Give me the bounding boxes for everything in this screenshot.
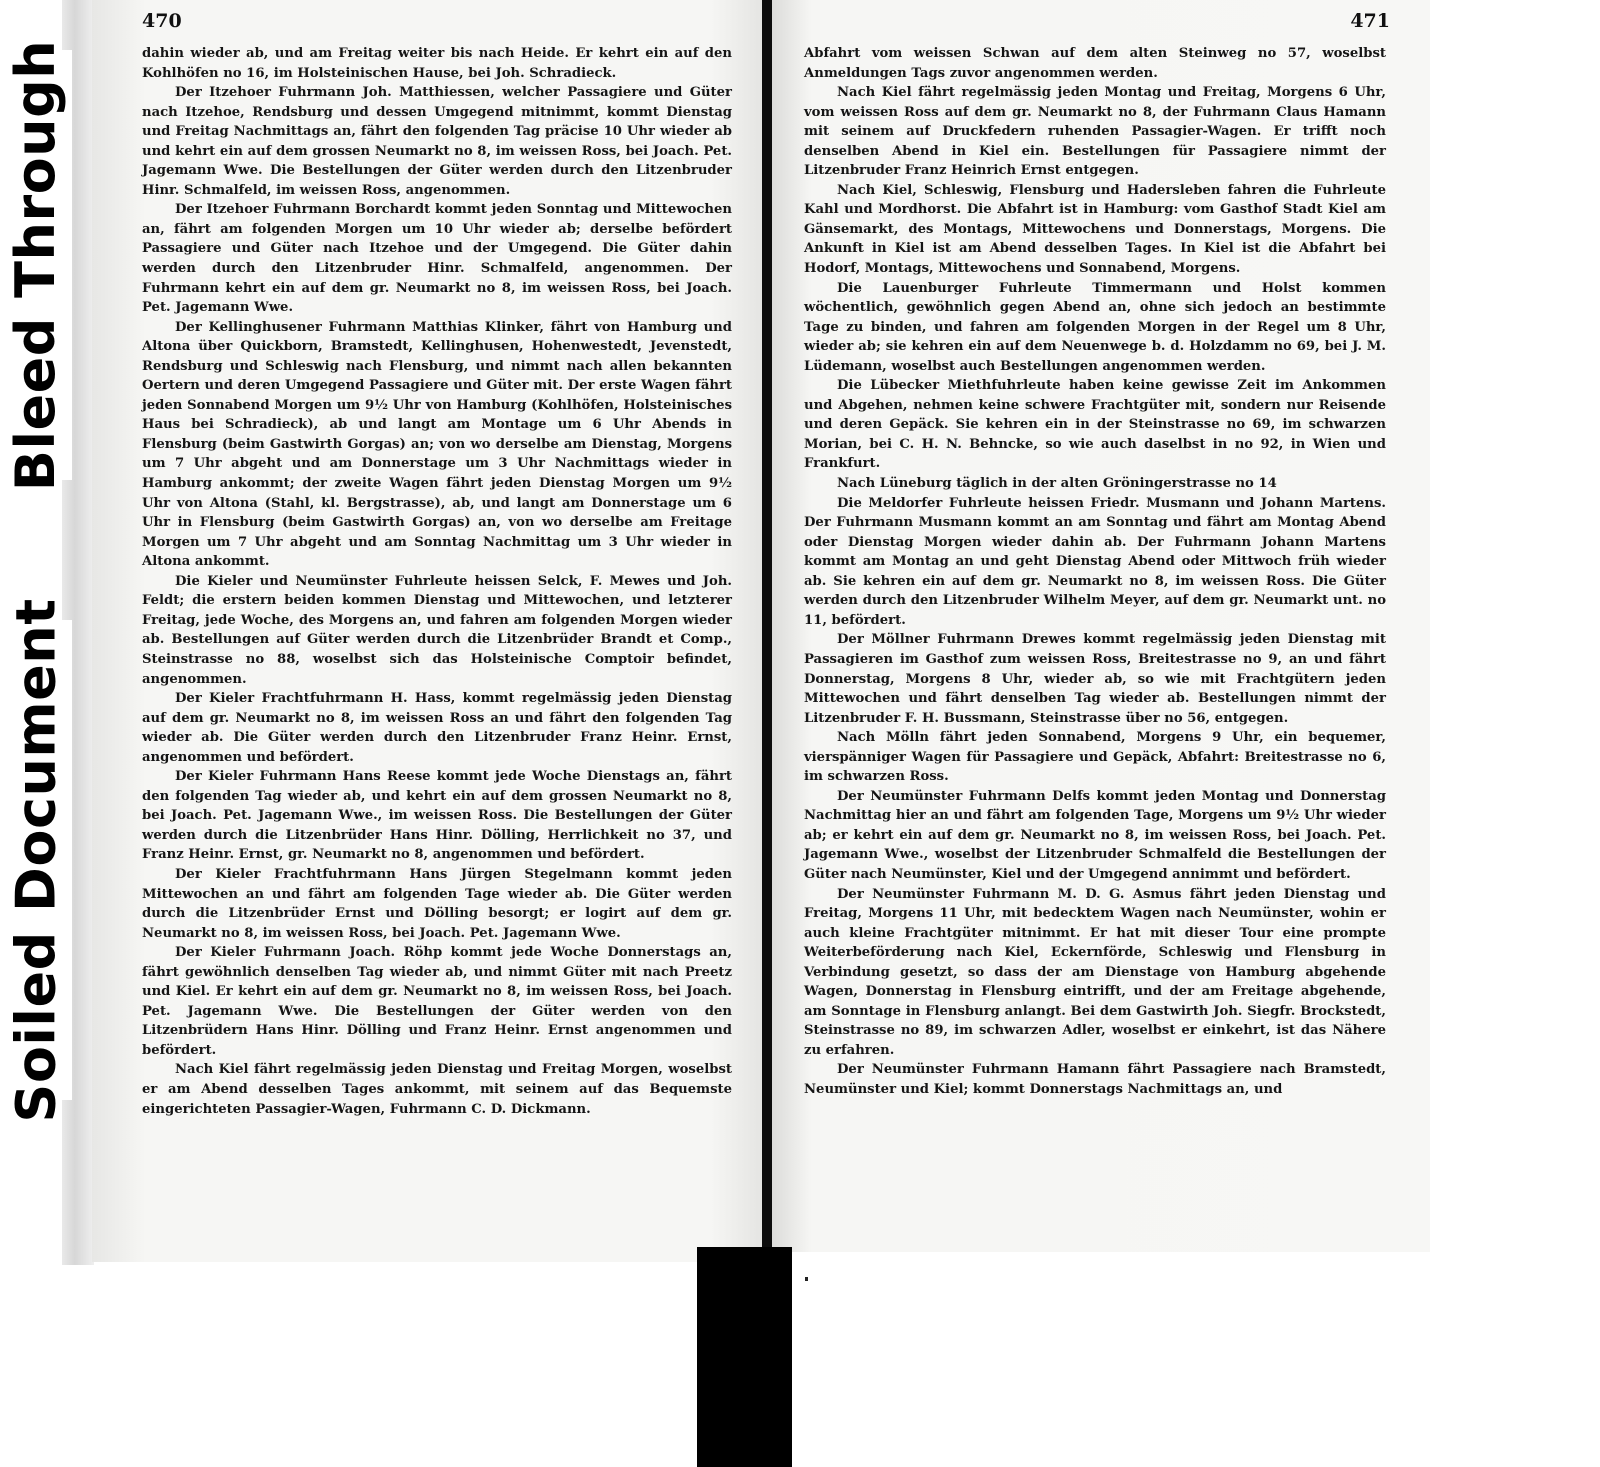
- bleed-through-text: Bleed Through: [4, 39, 68, 491]
- paragraph: Der Kieler Fuhrmann Joach. Röhp kommt jede Woche Donnerstags an, fährt gewöhnlich denselben Tag wieder ab, und nimmt Güter mit nach Preetz und Kiel. Er kehrt ein auf dem gr. Neumarkt no 8, im weissen Ross, bei Joach. Pet. Jagemann Wwe. Die Bestellungen der Güter werden von den Litzenbrüdern Hans Hinr. Dölling und Franz Heinr. Ernst angenommen und befördert.: [142, 945, 732, 1058]
- left-page-number: 470: [142, 10, 182, 32]
- paragraph: Die Kieler und Neumünster Fuhrleute heissen Selck, F. Mewes und Joh. Feldt; die erstern beiden kommen Dienstag und Mittewochen, und letzterer Freitag, jede Woche, des Morgens an, und fahren am folgenden Morgen wieder ab. Bestellungen auf Güter werden durch die Litzenbrüder Brandt et Comp., Steinstrasse no 88, woselbst sich das Holsteinische Comptoir befindet, angenommen.: [142, 573, 732, 687]
- paragraph: Nach Kiel fährt regelmässig jeden Dienstag und Freitag Morgen, woselbst er am Abend desselben Tages ankommt, mit seinem auf das Bequemste eingerichteten Passagier-Wagen, Fuhrmann C. D. Dickmann.: [142, 1062, 732, 1117]
- paragraph: Die Lübecker Miethfuhrleute haben keine gewisse Zeit im Ankommen und Abgehen, nehmen keine schwere Frachtgüter mit, sondern nur Reisende und deren Gepäck. Sie kehren ein in der Steinstrasse no 69, im schwarzen Morian, bei C. H. N. Behncke, so wie auch daselbst in no 92, in Wien und Frankfurt.: [804, 378, 1386, 472]
- soiled-document-text: Soiled Document: [4, 597, 68, 1123]
- paragraph: Die Lauenburger Fuhrleute Timmermann und Holst kommen wöchentlich, gewöhnlich gegen Abend an, ohne sich jedoch an bestimmte Tage zu binden, und fahren am folgenden Morgen in der Regel um 8 Uhr, wieder ab; sie kehren ein auf dem Neuenwege b. d. Holzdamm no 69, bei J. M. Lüdemann, woselbst auch Bestellungen angenommen werden.: [804, 280, 1386, 374]
- paragraph: Die Meldorfer Fuhrleute heissen Friedr. Musmann und Johann Martens. Der Fuhrmann Musmann kommt an am Sonntag und fährt am Montag Abend oder Dienstag Morgen wieder dahin ab. Der Fuhrmann Johann Martens kommt am Montag an und geht Dienstag Abend oder Mittwoch früh wieder ab. Sie kehren ein auf dem gr. Neumarkt no 8, im weissen Ross. Die Güter werden durch den Litzenbruder Wilhelm Meyer, auf dem gr. Neumarkt unt. no 11, befördert.: [804, 495, 1386, 628]
- paragraph: Der Kieler Frachtfuhrmann Hans Jürgen Stegelmann kommt jeden Mittewochen an und fährt am folgenden Tage wieder ab. Die Güter werden durch die Litzenbrüder Ernst und Dölling besorgt; er logirt auf dem gr. Neumarkt no 8, im weissen Ross, bei Joach. Pet. Jagemann Wwe.: [142, 866, 732, 941]
- paragraph: Der Kieler Frachtfuhrmann H. Hass, kommt regelmässig jeden Dienstag auf dem gr. Neumarkt no 8, im weissen Ross an und fährt den folgenden Tag wieder ab. Die Güter werden durch den Litzenbruder Franz Heinr. Ernst, angenommen und befördert.: [142, 691, 732, 765]
- paragraph: Abfahrt vom weissen Schwan auf dem alten Steinweg no 57, woselbst Anmeldungen Tags zuvor angenommen werden.: [804, 46, 1386, 81]
- paragraph: dahin wieder ab, und am Freitag weiter bis nach Heide. Er kehrt ein auf den Kohlhöfen no 16, im Holsteinischen Hause, bei Joh. Schradieck.: [142, 46, 732, 81]
- soiled-document-label: [0, 597, 72, 1123]
- paragraph: Der Kellinghusener Fuhrmann Matthias Klinker, fährt von Hamburg und Altona über Quickborn, Bramstedt, Kellinghusen, Hohenwestedt, Jevenstedt, Rendsburg und Schleswig nach Flensburg, und nimmt nach allen bekannten Oertern und deren Umgegend Passagiere und Güter mit. Der erste Wagen fährt jeden Sonnabend Morgen um 9½ Uhr von Hamburg (Kohlhöfen, Holsteinisches Haus bei Schradieck), ab und langt am Montage um 6 Uhr Abends in Flensburg (beim Gastwirth Gorgas) an; von wo derselbe am Dienstag, Morgens um 7 Uhr abgeht und am Donnerstage um 3 Uhr Nachmittags wieder in Hamburg ankommt; der zweite Wagen fährt jeden Dienstag Morgen um 9½ Uhr von Altona (Stahl, kl. Bergstrasse), ab, und langt am Donnerstage um 6 Uhr in Flensburg (beim Gastwirth Gorgas) an, von wo derselbe am Freitage Morgen um 7 Uhr abgeht und am Sonntag Nachmittag um 3 Uhr wieder in Altona ankommt.: [142, 319, 732, 570]
- paragraph: Der Itzehoer Fuhrmann Borchardt kommt jeden Sonntag und Mittewochen an, fährt am folgenden Morgen um 10 Uhr wieder ab; derselbe befördert Passagiere und Güter nach Itzehoe und der Umgegend. Die Güter dahin werden durch den Litzenbruder Hinr. Schmalfeld, angenommen. Der Fuhrmann kehrt ein auf dem gr. Neumarkt no 8, im weissen Ross, bei Joach. Pet. Jagemann Wwe.: [142, 202, 732, 316]
- paragraph: Nach Kiel fährt regelmässig jeden Montag und Freitag, Morgens 6 Uhr, vom weissen Ross auf dem gr. Neumarkt no 8, der Fuhrmann Claus Hamann mit seinem auf Druckfedern ruhenden Passagier-Wagen. Er trifft noch denselben Abend in Kiel ein. Bestellungen für Passagiere nimmt der Litzenbruder Franz Heinrich Ernst entgegen.: [804, 85, 1386, 179]
- paragraph: Der Neumünster Fuhrmann Hamann fährt Passagiere nach Bramstedt, Neumünster und Kiel; kommt Donnerstags Nachmittags an, und: [804, 1062, 1386, 1097]
- book-gutter: [762, 0, 772, 1262]
- paragraph: Der Itzehoer Fuhrmann Joh. Matthiessen, welcher Passagiere und Güter nach Itzehoe, Rendsburg und dessen Umgegend mitnimmt, kommt Dienstag und Freitag Nachmittags an, fährt den folgenden Tag präcise 10 Uhr wieder ab und kehrt ein auf dem grossen Neumarkt no 8, im weissen Ross, bei Joach. Pet. Jagemann Wwe. Die Bestellungen der Güter werden durch den Litzenbruder Hinr. Schmalfeld, im weissen Ross, angenommen.: [142, 85, 732, 198]
- bleed-through-label: [0, 39, 72, 491]
- paragraph: Nach Mölln fährt jeden Sonnabend, Morgens 9 Uhr, ein bequemer, vierspänniger Wagen für Passagiere und Gepäck, Abfahrt: Breitestrasse no 6, im schwarzen Ross.: [804, 730, 1386, 785]
- right-page-text: [804, 44, 1386, 1100]
- left-page-text: [142, 44, 732, 1119]
- scan-speck: [805, 1277, 808, 1281]
- left-page: [92, 0, 764, 1262]
- paragraph: Nach Lüneburg täglich in der alten Gröningerstrasse no 14: [837, 476, 1277, 492]
- black-scan-tab: [697, 1247, 792, 1467]
- paragraph: Der Möllner Fuhrmann Drewes kommt regelmässig jeden Dienstag mit Passagieren im Gasthof zum weissen Ross, Breitestrasse no 9, an und fährt Donnerstag, Morgens 8 Uhr, wieder ab, so wie mit Frachtgütern jeden Mittewochen und fährt denselben Tag wieder ab. Bestellungen nimmt der Litzenbruder F. H. Bussmann, Steinstrasse über no 56, entgegen.: [804, 632, 1386, 726]
- paragraph: Der Neumünster Fuhrmann Delfs kommt jeden Montag und Donnerstag Nachmittag hier an und fährt am folgenden Tage, Morgens um 9½ Uhr wieder ab; er kehrt ein auf dem gr. Neumarkt no 8, im weissen Ross, bei Joach. Pet. Jagemann Wwe., woselbst der Litzenbruder Schmalfeld die Bestellungen der Güter nach Neumünster, Kiel und der Umgegend annimmt und befördert.: [804, 788, 1386, 882]
- paragraph: Nach Kiel, Schleswig, Flensburg und Hadersleben fahren die Fuhrleute Kahl und Mordhorst. Die Abfahrt ist in Hamburg: vom Gasthof Stadt Kiel am Gänsemarkt, des Montags, Mittewochens und Donnerstags, Morgens. Die Ankunft in Kiel ist am Abend desselben Tages. In Kiel ist die Abfahrt bei Hodorf, Montags, Mittewochens und Sonnabend, Morgens.: [804, 182, 1386, 277]
- right-page: [772, 0, 1430, 1252]
- right-page-number: 471: [1350, 10, 1390, 32]
- paragraph: Der Kieler Fuhrmann Hans Reese kommt jede Woche Dienstags an, fährt den folgenden Tag wieder ab, und kehrt ein auf dem grossen Neumarkt no 8, bei Joach. Pet. Jagemann Wwe., im weissen Ross. Die Bestellungen der Güter werden durch die Litzenbrüder Hans Hinr. Dölling, Herrlichkeit no 37, und Franz Heinr. Ernst, gr. Neumarkt no 8, angenommen und befördert.: [142, 769, 732, 863]
- paragraph: Der Neumünster Fuhrmann M. D. G. Asmus fährt jeden Dienstag und Freitag, Morgens 11 Uhr, mit bedecktem Wagen nach Neumünster, wohin er auch kleine Frachtgüter mitnimmt. Er hat mit dieser Tour eine prompte Weiterbeförderung nach Kiel, Eckernförde, Schleswig und Flensburg in Verbindung gesetzt, so dass der am Dienstage von Hamburg abgehende Wagen, Donnerstag in Flensburg eintrifft, und der am Freitage abgehende, am Sonntage in Flensburg anlangt. Bei dem Gastwirth Joh. Siegfr. Brockstedt, Steinstrasse no 89, im schwarzen Adler, woselbst er einkehrt, ist das Nähere zu erfahren.: [804, 886, 1386, 1058]
